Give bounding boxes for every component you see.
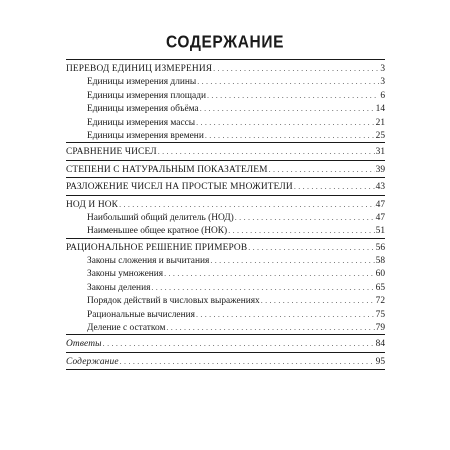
dot-leader	[235, 211, 375, 224]
toc-entry[interactable]	[66, 239, 385, 254]
toc-subentry[interactable]	[66, 224, 385, 237]
toc-entry[interactable]	[66, 60, 385, 75]
toc-entry-page: 21	[375, 117, 385, 128]
table-of-contents	[66, 55, 385, 370]
toc-entry-label: Рациональные вычисления	[87, 309, 195, 320]
toc-entry-page: 3	[380, 64, 385, 74]
toc-entry[interactable]	[66, 353, 385, 369]
dot-leader	[228, 224, 374, 237]
toc-entry-page: 65	[375, 282, 385, 293]
dot-leader	[205, 129, 375, 142]
toc-entry-page: 58	[375, 256, 385, 267]
toc-entry-page: 3	[380, 77, 385, 88]
toc-entry-page: 31	[375, 147, 385, 158]
dot-leader	[151, 281, 374, 294]
dot-leader	[248, 241, 374, 254]
toc-entry-label: Законы сложения и вычитания	[87, 256, 210, 267]
dot-leader	[164, 267, 375, 280]
toc-entry-label: Наибольший общий делитель (НОД)	[87, 212, 234, 223]
dot-leader	[207, 89, 379, 102]
toc-section-rational-solving	[66, 239, 385, 336]
toc-entry-label: Единицы измерения массы	[87, 117, 196, 128]
dot-leader	[197, 75, 379, 88]
toc-entry-page: 84	[375, 339, 385, 350]
toc-entry-label: РАЦИОНАЛЬНОЕ РЕШЕНИЕ ПРИМЕРОВ	[66, 242, 248, 253]
toc-section-powers	[66, 161, 385, 178]
toc-subentry[interactable]	[66, 254, 385, 267]
toc-entry-page: 51	[375, 226, 385, 237]
toc-entry-page: 75	[375, 309, 385, 320]
toc-entry-label: СТЕПЕНИ С НАТУРАЛЬНЫМ ПОКАЗАТЕЛЕМ	[66, 164, 268, 175]
toc-section-answers	[66, 335, 385, 352]
toc-subentry[interactable]	[66, 294, 385, 307]
toc-entry-page: 47	[375, 212, 385, 223]
toc-entry-label: СРАВНЕНИЕ ЧИСЕЛ	[66, 147, 157, 158]
toc-entry-label: Законы деления	[87, 282, 151, 293]
toc-subentry[interactable]	[66, 321, 385, 334]
dot-leader	[120, 355, 375, 368]
dot-leader	[196, 308, 375, 321]
toc-entry-label: Законы умножения	[87, 269, 164, 280]
toc-entry-label: Единицы измерения времени	[87, 130, 204, 141]
toc-entry-label: Единицы измерения площади	[87, 90, 206, 101]
toc-entry-label: Единицы измерения объёма	[87, 104, 199, 115]
toc-section-contents	[66, 353, 385, 370]
toc-entry-label: Единицы измерения длины	[87, 77, 197, 88]
dot-leader	[200, 102, 375, 115]
toc-subentry[interactable]	[66, 129, 385, 142]
toc-section-factorization	[66, 178, 385, 195]
toc-entry-label: ПЕРЕВОД ЕДИНИЦ ИЗМЕРЕНИЯ	[66, 64, 213, 74]
toc-entry-label: Деление с остатком	[87, 323, 166, 334]
toc-subentry[interactable]	[66, 308, 385, 321]
toc-subentry[interactable]	[66, 75, 385, 88]
toc-subentry[interactable]	[66, 102, 385, 115]
toc-subentry[interactable]	[66, 116, 385, 129]
toc-subentry[interactable]	[66, 89, 385, 102]
toc-entry-page: 43	[375, 182, 385, 193]
toc-entry-page: 14	[375, 104, 385, 115]
toc-entry-page: 39	[375, 164, 385, 175]
dot-leader	[261, 294, 375, 307]
toc-entry[interactable]	[66, 178, 385, 194]
toc-section-gcd-lcm	[66, 196, 385, 239]
dot-leader	[196, 116, 375, 129]
page-title: СОДЕРЖАНИЕ	[165, 32, 285, 52]
toc-entry-label: Ответы	[66, 339, 102, 350]
dot-leader	[103, 337, 375, 350]
toc-entry-page: 72	[375, 296, 385, 307]
toc-entry-page: 79	[375, 323, 385, 334]
dot-leader	[294, 180, 375, 193]
toc-entry-page: 60	[375, 269, 385, 280]
toc-entry-page: 47	[375, 199, 385, 210]
dot-leader	[158, 145, 375, 158]
toc-entry-page: 56	[375, 242, 385, 253]
toc-section-units	[66, 59, 385, 143]
toc-entry-label: НОД И НОК	[66, 199, 119, 210]
dot-leader	[269, 163, 375, 176]
toc-subentry[interactable]	[66, 281, 385, 294]
toc-entry[interactable]	[66, 143, 385, 159]
toc-entry-label: Содержание	[66, 356, 119, 367]
toc-entry[interactable]	[66, 161, 385, 177]
toc-subentry[interactable]	[66, 267, 385, 280]
dot-leader	[213, 62, 379, 75]
toc-entry-page: 95	[375, 356, 385, 367]
toc-subentry[interactable]	[66, 211, 385, 224]
toc-entry[interactable]	[66, 335, 385, 351]
toc-entry-label: Порядок действий в числовых выражениях	[87, 296, 260, 307]
dot-leader	[210, 254, 374, 267]
toc-entry-label: РАЗЛОЖЕНИЕ ЧИСЕЛ НА ПРОСТЫЕ МНОЖИТЕЛИ	[66, 182, 293, 193]
toc-entry-page: 6	[380, 90, 385, 101]
dot-leader	[119, 198, 375, 211]
toc-section-comparison	[66, 143, 385, 160]
toc-entry-label: Наименьшее общее кратное (НОК)	[87, 226, 228, 237]
toc-entry[interactable]	[66, 196, 385, 211]
dot-leader	[166, 321, 374, 334]
toc-entry-page: 25	[375, 130, 385, 141]
